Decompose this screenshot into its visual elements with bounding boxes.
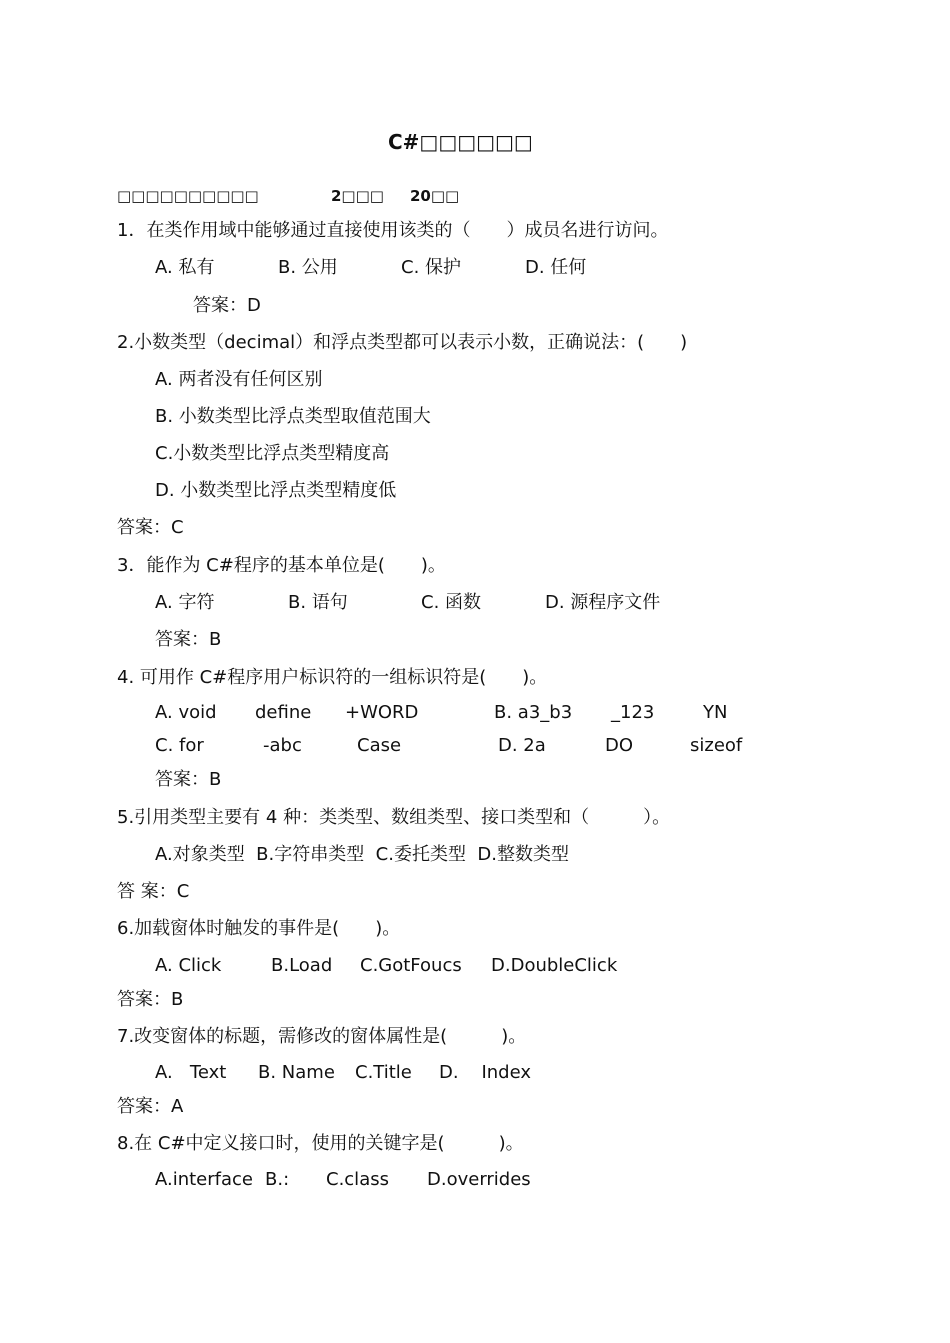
page-title: C#□□□□□□: [388, 130, 533, 154]
q8-option-b: B.:: [265, 1169, 290, 1190]
q7-option-b: B. Name: [258, 1062, 335, 1083]
q3-option-b: B. 语句: [288, 592, 348, 613]
q4-row2-d2: DO: [605, 735, 634, 756]
q3-option-c: C. 函数: [421, 592, 482, 613]
question-1-stem: 1．在类作用域中能够通过直接使用该类的（ ）成员名进行访问。: [117, 220, 669, 241]
q5-options: A.对象类型 B.字符串类型 C.委托类型 D.整数类型: [155, 844, 569, 865]
q6-answer: 答案：B: [117, 989, 184, 1010]
q4-row1-a3: +WORD: [345, 702, 419, 723]
q4-row1-b2: _123: [611, 702, 655, 723]
question-2-stem: 2.小数类型（decimal）和浮点类型都可以表示小数，正确说法：( ): [117, 332, 688, 353]
q3-answer: 答案：B: [155, 629, 222, 650]
q8-option-c: C.class: [326, 1169, 389, 1190]
q6-option-a: A. Click: [155, 955, 222, 976]
q2-option-a: A. 两者没有任何区别: [155, 369, 323, 390]
q4-row2-d: D. 2a: [498, 735, 546, 756]
section-header: □□□□□□□□□□: [117, 187, 259, 205]
question-7-stem: 7.改变窗体的标题，需修改的窗体属性是( )。: [117, 1026, 527, 1047]
section-points: 2□□□: [331, 187, 384, 205]
q4-row2-d3: sizeof: [690, 735, 743, 756]
q2-option-b: B. 小数类型比浮点类型取值范围大: [155, 406, 431, 427]
q3-option-d: D. 源程序文件: [545, 592, 661, 613]
q4-answer: 答案：B: [155, 769, 222, 790]
question-3-stem: 3．能作为 C#程序的基本单位是( )。: [117, 555, 446, 576]
q2-answer: 答案：C: [117, 517, 184, 538]
q1-option-b: B. 公用: [278, 257, 338, 278]
q1-option-a: A. 私有: [155, 257, 215, 278]
q7-option-c: C.Title: [355, 1062, 412, 1083]
q6-option-b: B.Load: [271, 955, 333, 976]
q4-row2-c: C. for: [155, 735, 204, 756]
q1-option-c: C. 保护: [401, 257, 462, 278]
q7-answer: 答案：A: [117, 1096, 184, 1117]
q4-row1-a2: define: [255, 702, 312, 723]
q4-row2-c3: Case: [357, 735, 402, 756]
q3-option-a: A. 字符: [155, 592, 215, 613]
q6-option-c: C.GotFoucs: [360, 955, 462, 976]
q4-row1-b3: YN: [703, 702, 728, 723]
section-count: 20□□: [410, 187, 460, 205]
q5-answer: 答 案：C: [117, 881, 190, 902]
question-6-stem: 6.加载窗体时触发的事件是( )。: [117, 918, 401, 939]
q4-row1-a: A. void: [155, 702, 217, 723]
q7-option-a: A. Text: [155, 1062, 227, 1083]
question-8-stem: 8.在 C#中定义接口时，使用的关键字是( )。: [117, 1133, 524, 1154]
question-5-stem: 5.引用类型主要有 4 种：类类型、数组类型、接口类型和（ ）。: [117, 807, 671, 828]
q7-option-d: D. Index: [439, 1062, 532, 1083]
q2-option-c: C.小数类型比浮点类型精度高: [155, 443, 390, 464]
q8-option-a: A.interface: [155, 1169, 253, 1190]
q6-option-d: D.DoubleClick: [491, 955, 618, 976]
q8-option-d: D.overrides: [427, 1169, 531, 1190]
q4-row2-c2: -abc: [263, 735, 302, 756]
q4-row1-b: B. a3_b3: [494, 702, 573, 723]
q1-answer: 答案：D: [193, 295, 261, 316]
q1-option-d: D. 任何: [525, 257, 587, 278]
q2-option-d: D. 小数类型比浮点类型精度低: [155, 480, 397, 501]
question-4-stem: 4. 可用作 C#程序用户标识符的一组标识符是( )。: [117, 667, 548, 688]
